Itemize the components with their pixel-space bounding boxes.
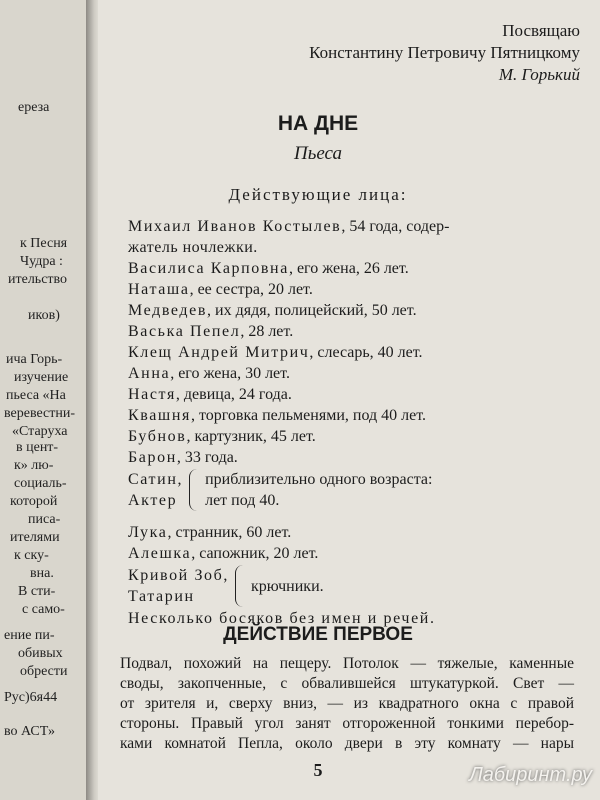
cast-item-continuation: жатель ночлежки. [128,239,258,256]
left-fragment: «Старуха [12,424,68,439]
cast-extras: Несколько босяков без имен и речей. [128,610,436,627]
watermark: Лабиринт.ру [469,764,592,786]
left-fragment: с само- [22,602,65,617]
character-name: Алешка [128,545,192,562]
character-desc: , 28 лет. [240,323,294,340]
character-name: Анна [128,365,171,382]
cast-item [128,300,578,321]
cast-group [128,565,578,607]
cast-item [128,258,578,279]
group-desc: крючники. [251,577,324,595]
left-fragment: иков) [28,308,60,323]
group-desc: приблизительно одного возраста: [205,471,433,488]
character-desc: , девица, 24 года. [175,386,292,403]
character-name: Актер [128,492,178,509]
act-title: ДЕЙСТВИЕ ПЕРВОЕ [223,624,413,645]
character-desc: , сапожник, 20 лет. [191,545,319,562]
character-desc: , его жена, 26 лет. [288,260,409,277]
left-fragment: ича Горь- [6,352,63,367]
character-name: Квашня [128,407,191,424]
cast-item [128,522,578,543]
play-genre: Пьеса [294,143,342,164]
left-fragment: к» лю- [14,458,54,473]
left-fragment: ителями [10,530,60,545]
character-name: Кривой Зоб, [128,567,229,584]
character-name: Медведев [128,302,207,319]
left-fragment: к ску- [14,548,49,563]
character-desc: , картузник, 45 лет. [186,428,316,445]
stage-direction [120,654,574,754]
cast-group [128,469,578,511]
left-fragment: к Песня [20,236,68,251]
cast-item [128,216,578,237]
left-fragment: пьеса «На [6,388,66,403]
character-desc: , 33 года. [176,449,238,466]
left-fragment: Рус)6я44 [4,690,58,705]
character-desc: , ее сестра, 20 лет. [189,281,313,298]
brace [189,469,198,511]
left-fragment: вна. [30,566,54,581]
cast-heading: Действующие лица: [228,185,408,204]
left-fragment: обивых [18,646,63,661]
character-name: Сатин, [128,471,184,488]
character-desc: , 54 года, содер- [341,218,450,235]
left-fragment: изучение [14,370,69,385]
dedication-author: М. Горький [498,65,580,84]
character-name: Настя [128,386,176,403]
left-fragment: которой [10,494,58,509]
left-fragment: ереза [18,100,50,115]
cast-list [128,216,578,629]
character-desc: , слесарь, 40 лет. [309,344,423,361]
book-page [98,0,600,800]
dedication [309,20,580,86]
group-desc: лет под 40. [205,492,280,509]
character-name: Наташа [128,281,190,298]
cast-item [128,543,578,564]
left-fragment: в цент- [16,440,59,455]
character-name: Васька Пепел [128,323,241,340]
previous-page-edge [0,0,88,800]
character-name: Лука [128,524,168,541]
cast-item [128,363,578,384]
left-fragment: В сти- [18,584,56,599]
cast-item [128,342,578,363]
play-title: НА ДНЕ [277,112,359,135]
dedication-recipient: Константину Петровичу Пятницкому [309,43,580,62]
left-fragment: Чудра : [20,254,63,269]
page-number: 5 [313,760,323,780]
brace [235,565,244,607]
stage-line: ками комнатой Пепла, около двери в эту комнату — нары [120,735,574,752]
cast-item [128,279,578,300]
character-name: Бубнов [128,428,187,445]
left-fragment: писа- [28,512,61,527]
cast-item [128,321,578,342]
character-name: Барон [128,449,177,466]
stage-line: своды, закопченные, с обвалившейся штукатуркой. Свет — [120,675,574,692]
stage-line: Подвал, похожий на пещеру. Потолок — тяжелые, каменные [120,655,574,672]
left-fragment: веревестни- [4,406,76,421]
character-desc: , торговка пельменями, под 40 лет. [190,407,426,424]
character-desc: , их дядя, полицейский, 50 лет. [207,302,417,319]
cast-item [128,405,578,426]
dedication-line: Посвящаю [502,21,580,40]
left-fragment: ительство [8,272,68,287]
character-name: Клещ Андрей Митрич [128,344,310,361]
character-name: Татарин [128,588,195,605]
stage-line: от зрителя и, сверху вниз, — из квадратного окна с правой [120,695,574,712]
character-name: Михаил Иванов Костылев [128,218,342,235]
left-fragment: социаль- [14,476,67,491]
left-fragment: ение пи- [4,628,55,643]
left-fragment: во АСТ» [4,724,55,739]
cast-item [128,384,578,405]
character-name: Василиса Карповна [128,260,289,277]
character-desc: , странник, 60 лет. [167,524,292,541]
character-desc: , его жена, 30 лет. [170,365,290,382]
stage-line: стороны. Правый угол занят отгороженной тонкими перебор- [120,715,574,732]
left-fragment: обрести [20,664,68,679]
cast-item [128,426,578,447]
cast-item [128,447,578,468]
